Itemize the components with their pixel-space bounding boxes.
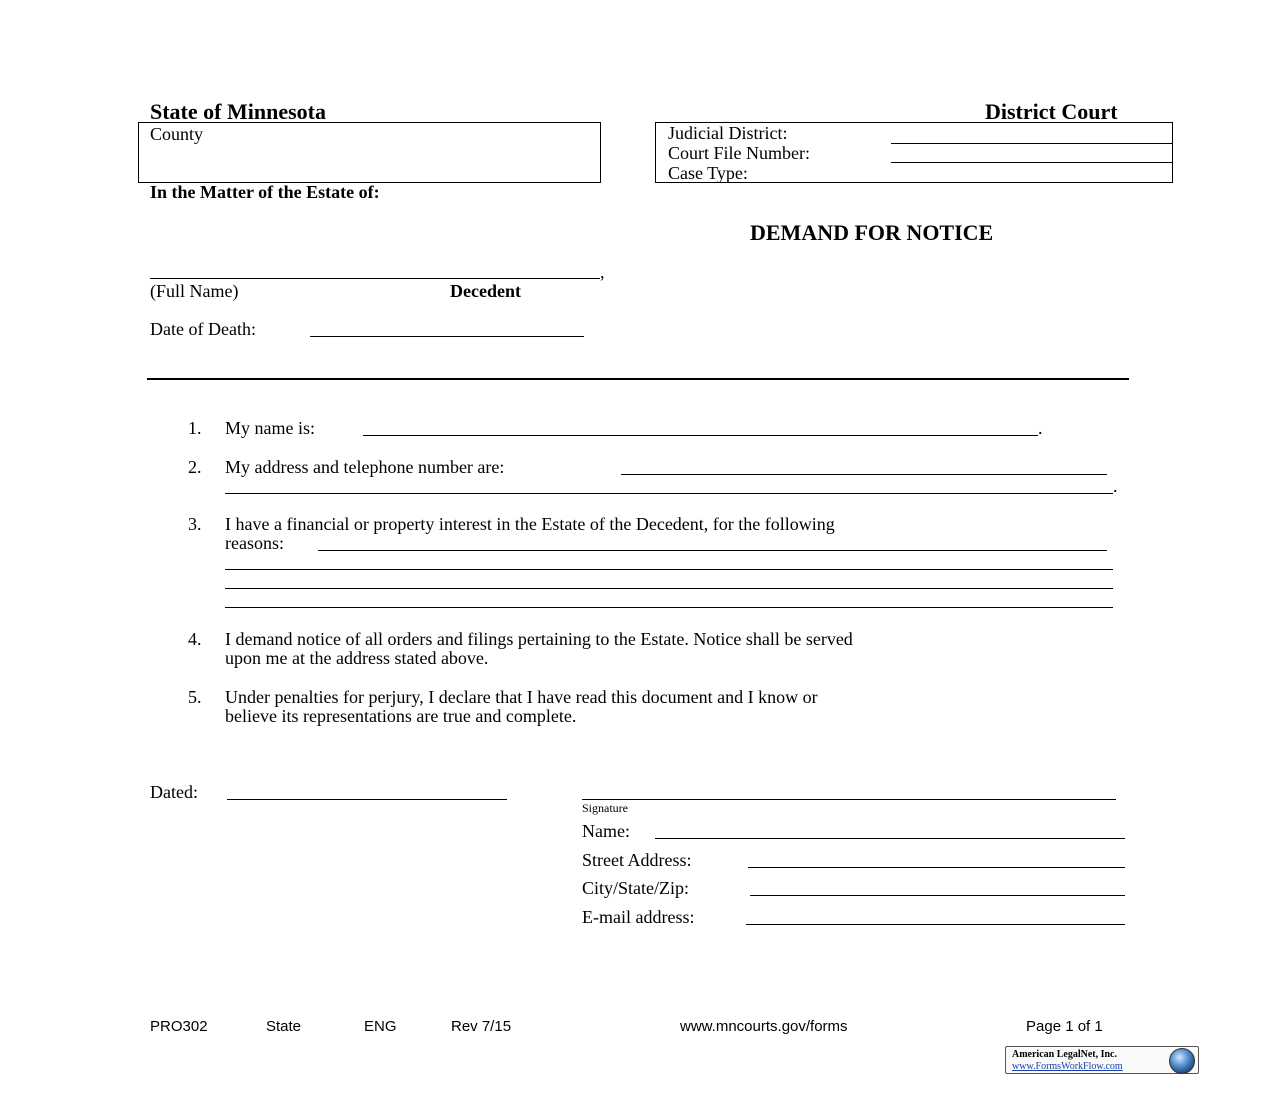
county-box[interactable] [138, 122, 601, 183]
item-4-line1: I demand notice of all orders and filings pertaining to the Estate. Notice shall be served [225, 629, 853, 649]
logo-company-name: American LegalNet, Inc. [1012, 1049, 1117, 1060]
logo-url-link[interactable]: www.FormsWorkFlow.com [1012, 1061, 1123, 1072]
my-name-field[interactable] [363, 435, 1038, 436]
state-heading: State of Minnesota [150, 99, 326, 124]
item-1-end: . [1038, 418, 1043, 438]
item-5-line1: Under penalties for perjury, I declare that I have read this document and I know or [225, 687, 818, 707]
date-of-death-label: Date of Death: [150, 319, 256, 339]
county-label: County [150, 124, 204, 144]
email-address-field[interactable] [746, 924, 1125, 925]
item-2-end: . [1113, 476, 1118, 496]
case-info-box [655, 122, 1173, 183]
judicial-district-field[interactable] [891, 143, 1172, 144]
decedent-comma: , [600, 262, 605, 282]
footer-form-code: PRO302 [150, 1018, 208, 1035]
address-phone-field-1[interactable] [621, 474, 1107, 475]
section-divider [147, 378, 1129, 380]
item-2-number: 2. [188, 457, 202, 477]
court-file-number-field[interactable] [891, 162, 1172, 163]
item-5-line2: believe its representations are true and complete. [225, 706, 577, 726]
case-type-label: Case Type: [668, 163, 748, 183]
reasons-field-4[interactable] [225, 607, 1113, 608]
judicial-district-label: Judicial District: [668, 123, 788, 143]
item-3-line2: reasons: [225, 533, 284, 553]
dated-field[interactable] [227, 799, 507, 800]
address-phone-field-2[interactable] [225, 493, 1113, 494]
footer-revision: Rev 7/15 [451, 1018, 512, 1035]
item-3-number: 3. [188, 514, 202, 534]
document-title: DEMAND FOR NOTICE [750, 220, 994, 245]
signature-label: Signature [582, 801, 628, 815]
item-2-text: My address and telephone number are: [225, 457, 505, 477]
city-state-zip-field[interactable] [750, 895, 1125, 896]
footer-language: ENG [364, 1018, 397, 1035]
item-1-number: 1. [188, 418, 202, 438]
reasons-field-2[interactable] [225, 569, 1113, 570]
footer-page-number: Page 1 of 1 [1026, 1018, 1103, 1035]
reasons-field-1[interactable] [318, 550, 1107, 551]
decedent-label: Decedent [450, 281, 521, 301]
item-1-text: My name is: [225, 418, 315, 438]
item-5-number: 5. [188, 687, 202, 707]
court-heading: District Court [985, 99, 1118, 124]
court-file-number-label: Court File Number: [668, 143, 810, 163]
email-address-label: E-mail address: [582, 907, 695, 927]
name-field[interactable] [655, 838, 1125, 839]
signature-field[interactable] [582, 799, 1116, 800]
name-label: Name: [582, 821, 630, 841]
matter-label: In the Matter of the Estate of: [150, 182, 380, 202]
reasons-field-3[interactable] [225, 588, 1113, 589]
dated-label: Dated: [150, 782, 198, 802]
street-address-label: Street Address: [582, 850, 692, 870]
date-of-death-field[interactable] [310, 336, 584, 337]
city-state-zip-label: City/State/Zip: [582, 878, 689, 898]
street-address-field[interactable] [748, 867, 1125, 868]
item-3-line1: I have a financial or property interest in the Estate of the Decedent, for the following [225, 514, 835, 534]
full-name-label: (Full Name) [150, 281, 239, 301]
globe-icon [1169, 1048, 1195, 1074]
footer-jurisdiction: State [266, 1018, 302, 1035]
footer-website-link[interactable]: www.mncourts.gov/forms [680, 1018, 848, 1035]
decedent-full-name-field[interactable] [150, 278, 600, 279]
item-4-line2: upon me at the address stated above. [225, 648, 489, 668]
item-4-number: 4. [188, 629, 202, 649]
american-legalnet-logo[interactable] [1005, 1046, 1199, 1074]
